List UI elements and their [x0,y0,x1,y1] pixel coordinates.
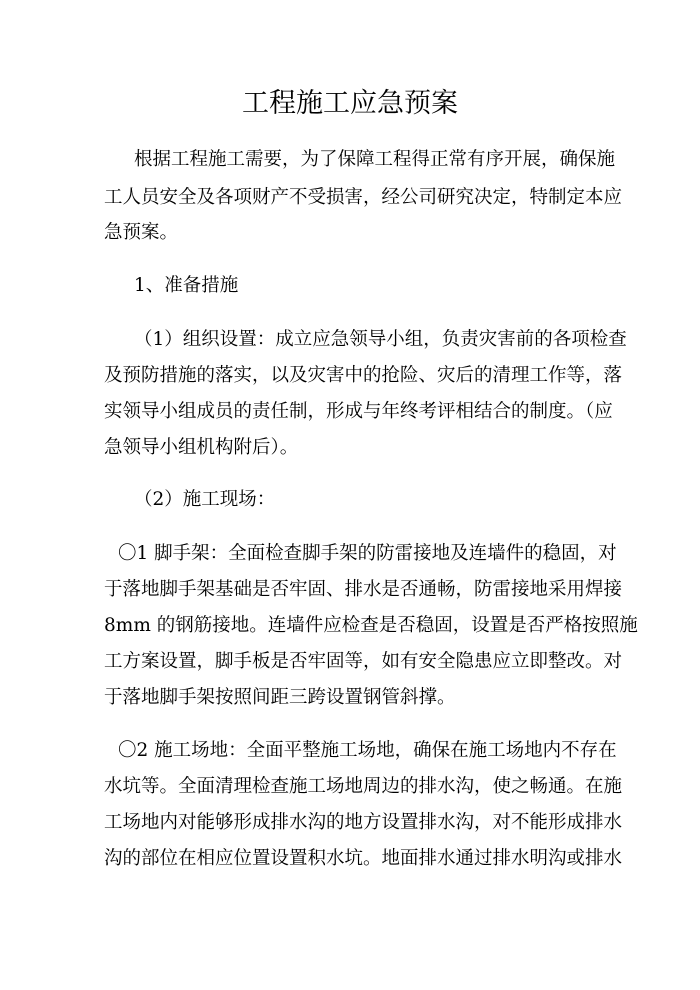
paragraph-organization-line-1: （1）组织设置：成立应急领导小组，负责灾害前的各项检查 [134,329,627,350]
section-heading-preparation: 1、准备措施 [134,275,239,296]
paragraph-organization-line-2: 及预防措施的落实，以及灾害中的抢险、灾后的清理工作等，落 [104,365,623,386]
paragraph-site-line-1: 〇2 施工场地：全面平整施工场地，确保在施工场地内不存在 [118,740,617,761]
paragraph-site-line-3: 工场地内对能够形成排水沟的地方设置排水沟，对不能形成排水 [104,812,623,833]
paragraph-intro-line-2: 工人员安全及各项财产不受损害，经公司研究决定，特制定本应 [104,187,623,208]
paragraph-organization-line-3: 实领导小组成员的责任制，形成与年终考评相结合的制度。（应 [104,401,613,422]
paragraph-scaffold-line-3: 8mm 的钢筋接地。连墙件应检查是否稳固，设置是否严格按照施 [104,615,638,636]
paragraph-scaffold-line-2: 于落地脚手架基础是否牢固、排水是否通畅，防雷接地采用焊接 [104,579,623,600]
paragraph-intro-line-3: 急预案。 [104,222,179,243]
paragraph-site-line-4: 沟的部位在相应位置设置积水坑。地面排水通过排水明沟或排水 [104,848,623,869]
subsection-heading-site: （2）施工现场： [134,489,276,510]
paragraph-intro-line-1: 根据工程施工需要，为了保障工程得正常有序开展，确保施 [134,149,616,170]
paragraph-organization-line-4: 急领导小组机构附后）。 [104,437,299,458]
paragraph-scaffold-line-1: 〇1 脚手架：全面检查脚手架的防雷接地及连墙件的稳固，对 [118,543,617,564]
document-title: 工程施工应急预案 [242,88,458,119]
paragraph-scaffold-line-4: 工方案设置，脚手板是否牢固等，如有安全隐患应立即整改。对 [104,651,623,672]
paragraph-scaffold-line-5: 于落地脚手架按照间距三跨设置钢管斜撑。 [104,687,456,708]
paragraph-site-line-2: 水坑等。全面清理检查施工场地周边的排水沟，使之畅通。在施 [104,776,623,797]
